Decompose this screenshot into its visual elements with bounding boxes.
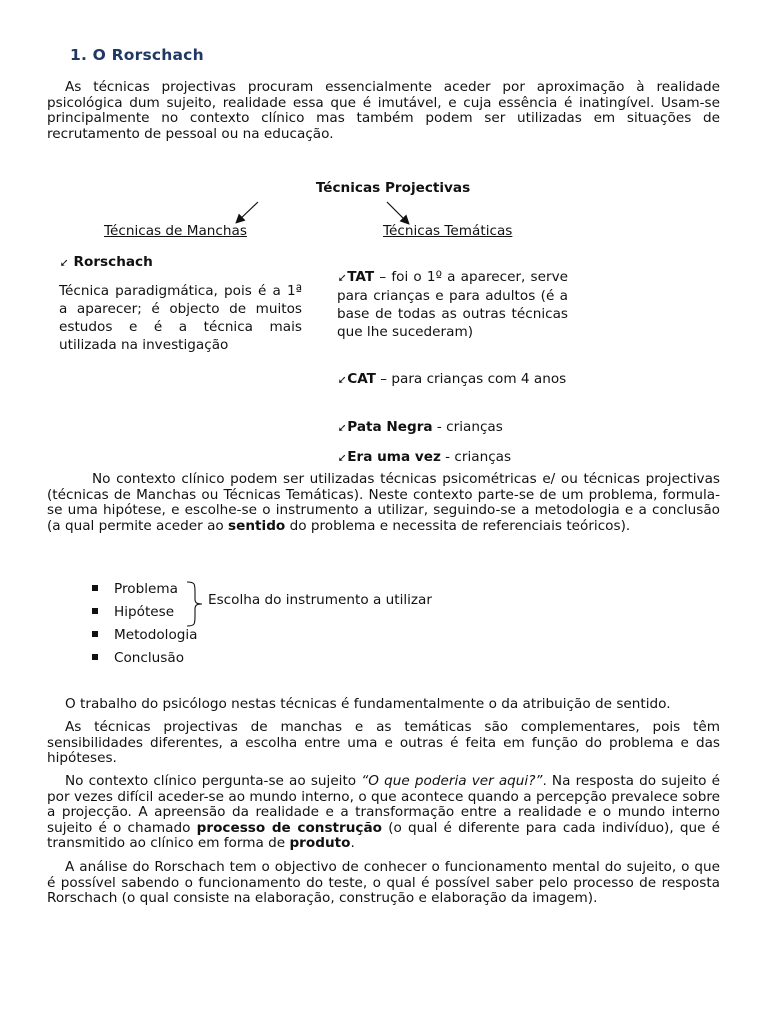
label-tecnicas-manchas: Técnicas de Manchas bbox=[104, 223, 247, 239]
paragraph-processo-construcao: No contexto clínico pergunta-se ao sujeito “O que poderia ver aqui?”. Na resposta do sujeito é por vezes difícil aceder-se ao mundo interno, o que acontece quando a percepção prevalece sobre a projecção. A apreensão da realidade e a transformação entre a realidade e o mundo interno sujeito é o chamado processo de construção (o qual é diferente para cada indivíduo), que é transmitido ao clínico em forma de produto. bbox=[47, 773, 721, 852]
arrow-bullet-icon: ➘ bbox=[57, 258, 71, 268]
paragraph-analise-rorschach: A análise do Rorschach tem o objectivo de conhecer o funcionamento mental do sujeito, o que é possível sabendo o funcionamento do teste, o qual é possível saber pelo processo de resposta Rorschach (o qual consiste na elaboração, construção e elaboração da imagem). bbox=[47, 859, 720, 907]
item-rorschach-text: Técnica paradigmática, pois é a 1ª a aparecer; é objecto de muitos estudos e é a técnica mais utilizada na investigação bbox=[59, 283, 302, 353]
steps-list bbox=[92, 580, 198, 672]
brace-label: Escolha do instrumento a utilizar bbox=[208, 592, 432, 608]
arrow-bullet-icon: ➘ bbox=[335, 423, 349, 433]
label-tecnicas-tematicas: Técnicas Temáticas bbox=[383, 223, 513, 239]
arrow-bullet-icon: ➘ bbox=[335, 273, 349, 283]
paragraph-contexto-clinico: No contexto clínico podem ser utilizadas técnicas psicométricas e/ ou técnicas projectivas (técnicas de Manchas ou Técnicas Temáticas). Neste contexto parte-se de um problema, formula-se uma hipótese, e escolhe-se o instrumento a utilizar, seguindo-se a metodologia e a conclusão (a qual permite aceder ao sentido do problema e necessita de referenciais teóricos). bbox=[47, 471, 720, 534]
paragraph-complementares: As técnicas projectivas de manchas e as temáticas são complementares, pois têm sensibilidades diferentes, a escolha entre uma e outras é feita em função do problema e das hipóteses. bbox=[47, 719, 720, 767]
list-item: Hipótese bbox=[92, 603, 198, 626]
item-era-uma-vez: ➘Era uma vez - crianças bbox=[337, 448, 568, 467]
arrow-bullet-icon: ➘ bbox=[335, 453, 349, 463]
item-rorschach-title: ➘ Rorschach bbox=[59, 253, 153, 272]
arrow-left bbox=[237, 202, 258, 222]
curly-brace-icon bbox=[185, 580, 205, 628]
item-tat: ➘TAT – foi o 1º a aparecer, serve para crianças e para adultos (é a base de todas as outras técnicas que lhe sucederam) bbox=[337, 268, 568, 341]
section-heading: 1. O Rorschach bbox=[70, 46, 204, 64]
arrow-right bbox=[387, 202, 408, 223]
paragraph-trabalho-psicologo: O trabalho do psicólogo nestas técnicas é fundamentalmente o da atribuição de sentido. bbox=[65, 696, 671, 712]
diagram-title: Técnicas Projectivas bbox=[315, 180, 471, 196]
list-item: Metodologia bbox=[92, 626, 198, 649]
intro-paragraph: As técnicas projectivas procuram essencialmente aceder por aproximação à realidade psicológica dum sujeito, realidade essa que é imutável, e cuja essência é inatingível. Usam-se principalmente no contexto clínico mas também podem ser utilizadas em situações de recrutamento de pessoal ou na educação. bbox=[47, 79, 720, 142]
item-pata-negra: ➘Pata Negra - crianças bbox=[337, 418, 568, 437]
arrow-bullet-icon: ➘ bbox=[335, 375, 349, 385]
list-item: Problema bbox=[92, 580, 198, 603]
list-item: Conclusão bbox=[92, 649, 198, 672]
item-cat: ➘CAT – para crianças com 4 anos bbox=[337, 370, 568, 389]
